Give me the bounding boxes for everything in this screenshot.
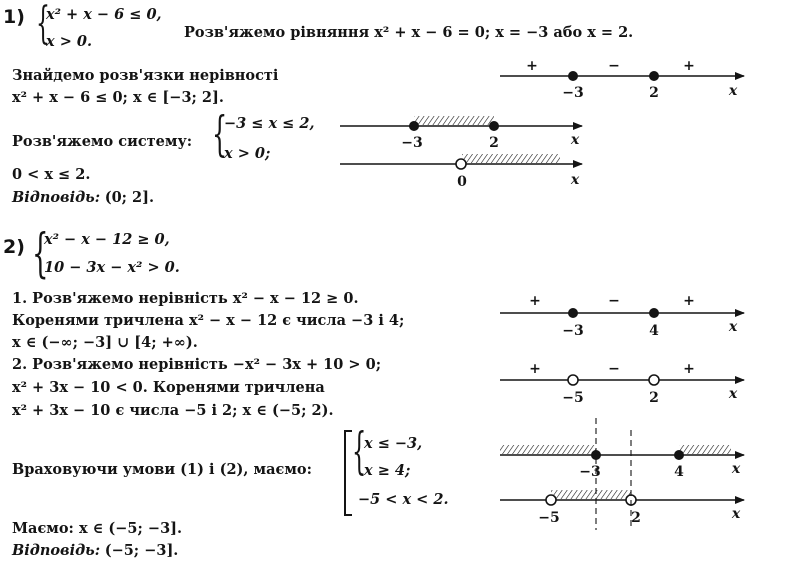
root-point-open	[456, 159, 466, 169]
combo-line-1: x ≤ −3,	[364, 435, 423, 452]
axis-variable: x	[728, 386, 738, 402]
axis-variable: x	[731, 506, 741, 522]
hatched-interval	[679, 445, 731, 454]
equation-text: Розв'яжемо рівняння x² + x − 6 = 0; x = −3 або x = 2.	[184, 24, 634, 41]
axis-variable: x	[731, 461, 741, 477]
sign-label: +	[526, 58, 538, 74]
system-brace: {	[352, 422, 367, 480]
combine-label: Враховуючи умови (1) і (2), маємо:	[12, 461, 312, 478]
problem-2-number: 2)	[3, 236, 25, 258]
root-point-open	[568, 375, 578, 385]
system-line-1: −3 ≤ x ≤ 2,	[224, 115, 315, 132]
system-line-2: x > 0.	[46, 33, 93, 50]
system-line-2: x > 0;	[224, 145, 271, 162]
hatched-interval	[500, 445, 596, 454]
result-line: Маємо: x ∈ (−5; −3].	[12, 520, 183, 537]
result-line: 0 < x ≤ 2.	[12, 166, 91, 183]
tick-label: −3	[401, 135, 423, 151]
axis-variable: x	[570, 172, 580, 188]
root-point-filled	[649, 308, 659, 318]
root-point-filled	[568, 308, 578, 318]
root-point-filled	[674, 450, 684, 460]
tick-label: −5	[538, 510, 560, 526]
find-line-2: x² + x − 6 ≤ 0; x ∈ [−3; 2].	[12, 89, 224, 106]
step1-line-1: 1. Розв'яжемо нерівність x² − x − 12 ≥ 0.	[12, 290, 359, 307]
sign-label: +	[683, 361, 695, 377]
tick-label: 2	[649, 85, 659, 101]
hatched-interval	[462, 154, 560, 163]
number-line-3	[340, 154, 582, 190]
step1-line-3: x ∈ (−∞; −3] ∪ [4; +∞).	[12, 334, 198, 351]
system-line-1: x² + x − 6 ≤ 0,	[46, 6, 162, 23]
sign-label: +	[683, 58, 695, 74]
system-line-2: 10 − 3x − x² > 0.	[44, 259, 180, 276]
root-point-filled	[568, 71, 578, 81]
root-point-filled	[489, 121, 499, 131]
root-point-open	[649, 375, 659, 385]
tick-label: −5	[562, 390, 584, 406]
step2-line-2: x² + 3x − 10 < 0. Коренями тричлена	[12, 379, 325, 396]
axis-variable: x	[728, 83, 738, 99]
hatched-interval	[551, 490, 631, 499]
combo-line-3: −5 < x < 2.	[358, 491, 449, 508]
tick-label: −3	[562, 323, 584, 339]
axis-variable: x	[728, 319, 738, 335]
hatched-interval	[414, 116, 494, 125]
root-point-filled	[409, 121, 419, 131]
answer-value: (0; 2].	[104, 189, 155, 206]
combo-line-2: x ≥ 4;	[364, 462, 411, 479]
sign-label: −	[608, 58, 620, 74]
system-brace: {	[36, 0, 50, 49]
root-point-open	[546, 495, 556, 505]
problem-1-number: 1)	[3, 6, 25, 28]
number-line-2	[340, 116, 582, 151]
step1-line-2: Коренями тричлена x² − x − 12 є числа −3 і 4;	[12, 312, 405, 329]
root-point-filled	[649, 71, 659, 81]
number-line-7	[500, 490, 744, 526]
tick-label: 2	[649, 390, 659, 406]
sign-label: −	[608, 293, 620, 309]
system-brace: {	[32, 224, 49, 284]
solve-system-label: Розв'яжемо систему:	[12, 133, 193, 150]
answer-value: (−5; −3].	[104, 542, 179, 559]
number-line-1	[500, 58, 744, 101]
find-line-1: Знайдемо розв'язки нерівності	[12, 67, 279, 84]
tick-label: −3	[562, 85, 584, 101]
tick-label: 2	[489, 135, 499, 151]
tick-label: 2	[631, 510, 641, 526]
number-line-5	[500, 361, 744, 406]
tick-label: 4	[649, 323, 659, 339]
axis-variable: x	[570, 132, 580, 148]
answer-label: Відповідь:	[12, 189, 101, 206]
tick-label: 0	[457, 174, 467, 190]
tick-label: 4	[674, 464, 684, 480]
answer-label: Відповідь:	[12, 542, 101, 559]
number-line-6	[500, 445, 744, 480]
number-line-4	[500, 293, 744, 339]
sign-label: −	[608, 361, 620, 377]
sign-label: +	[529, 361, 541, 377]
sign-label: +	[683, 293, 695, 309]
step2-line-3: x² + 3x − 10 є числа −5 і 2; x ∈ (−5; 2).	[12, 402, 334, 419]
tick-label: −3	[579, 464, 601, 480]
system-line-1: x² − x − 12 ≥ 0,	[44, 231, 170, 248]
sign-label: +	[529, 293, 541, 309]
system-brace: {	[212, 106, 228, 162]
step2-line-1: 2. Розв'яжемо нерівність −x² − 3x + 10 > 0;	[12, 356, 382, 373]
